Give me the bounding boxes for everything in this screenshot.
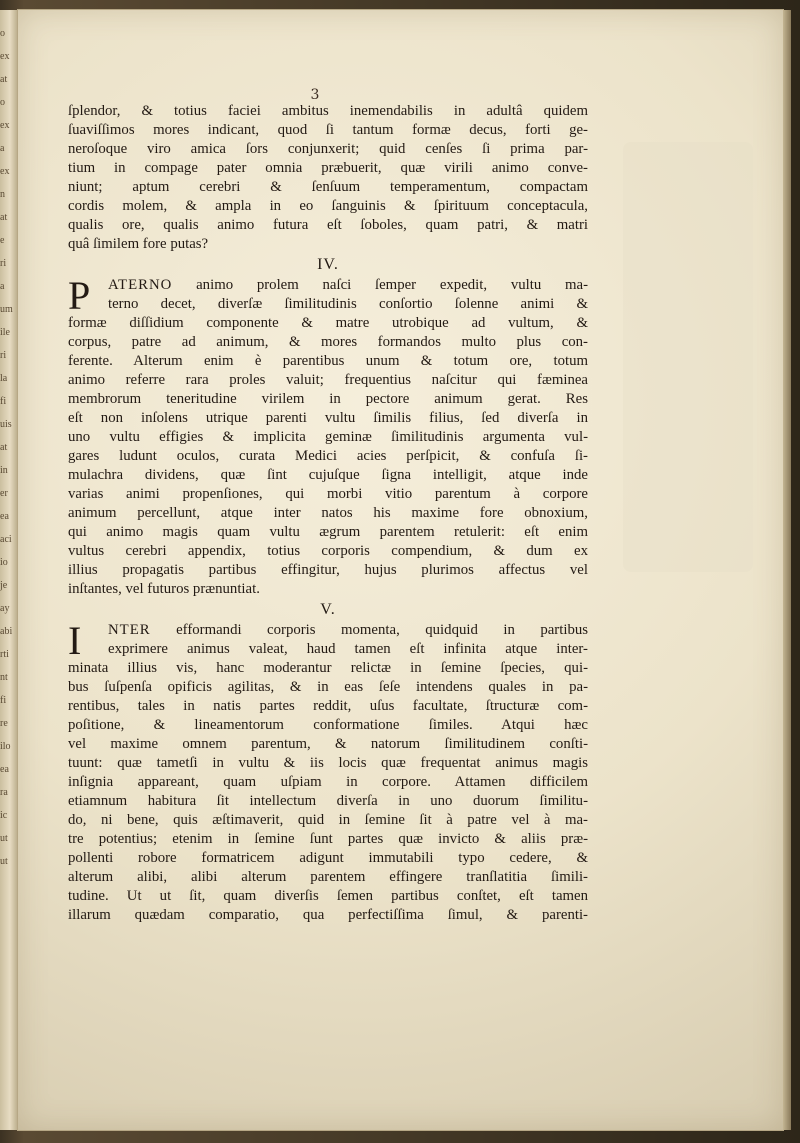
text-line: animum percellunt, atque inter natos his maxime fore obnoxium, (68, 505, 588, 521)
left-page-fragment: abi (0, 626, 13, 637)
left-page-fragment: ilo (0, 741, 11, 752)
text-line: ſuaviſſimos mores indicant, quod ſi tantum formæ decus, forti ge- (68, 122, 588, 138)
left-page-fragment: ra (0, 787, 8, 798)
text-line: inſignia appareant, quam uſpiam in corpore. Attamen difficilem (68, 774, 588, 790)
section-iv-first-line-rest: animo prolem naſci ſemper expedit, vultu ma- (172, 277, 588, 293)
text-line: qui animo magis quam vultu ægrum parentem retulerit: eſt enim (68, 524, 588, 540)
text-line: pollenti robore formatricem adigunt immutabili typo cedere, & (68, 850, 588, 866)
text-line: tre potentius; etenim in ſemine ſunt partes quæ invicto & aliis præ- (68, 831, 588, 847)
text-line: cordis molem, & ampla in eo ſanguinis & ſpirituum conceptacula, (68, 198, 588, 214)
section-iv-first-line (108, 276, 588, 295)
left-page-fragment: la (0, 373, 8, 384)
section-v-heading: V. (320, 601, 336, 618)
left-page-fragment: ic (0, 810, 8, 821)
text-line: exprimere animus valeat, haud tamen eſt infinita atque inter- (108, 641, 588, 657)
text-line: corpus, patre ad animum, & mores formandos multo plus con- (68, 334, 588, 350)
left-page-fragment: je (0, 580, 8, 591)
left-page-fragment: re (0, 718, 8, 729)
left-page-fragment: n (0, 189, 5, 200)
left-page-fragment: ile (0, 327, 10, 338)
show-through-mark (623, 142, 753, 572)
left-page-fragment: ut (0, 833, 8, 844)
left-page-fragment: in (0, 465, 8, 476)
left-page-fragment: o (0, 97, 5, 108)
page-text (68, 102, 588, 925)
text-line: poſitione, & lineamentorum conformatione ſimiles. Atqui hæc (68, 717, 588, 733)
left-page-fragment: at (0, 442, 8, 453)
section-v-first-line-rest: efformandi corporis momenta, quidquid in partibus (150, 622, 588, 638)
left-page-text-fragments (0, 22, 18, 1122)
text-line: gares ludunt oculos, curata Medici acies perſpicit, & confuſa ſi- (68, 448, 588, 464)
left-page-fragment: ri (0, 350, 7, 361)
text-line: do, ni bene, quis æſtimaverit, quid in ſemine ſit à patre vel à ma- (68, 812, 588, 828)
left-page-fragment: ut (0, 856, 8, 867)
left-page-fragment: fi (0, 695, 7, 706)
text-line: tium in compage pater omnia præbuerit, quæ virili animo conve- (68, 160, 588, 176)
text-line: terno decet, diverſæ ſimilitudinis conſortio ſolenne animi & (108, 296, 588, 312)
left-page-fragment: um (0, 304, 13, 315)
text-line: formæ diſſidium componente & matre utrobique ad vultum, & (68, 315, 588, 331)
left-page-fragment: a (0, 143, 5, 154)
text-line: qualis ore, qualis animo futura eſt ſoboles, quam patri, & matri (68, 217, 588, 233)
left-page-fragment: at (0, 212, 8, 223)
text-line: vultus cerebri appendix, totius corporis compendium, & dum ex (68, 543, 588, 559)
section-v-first-line (108, 621, 588, 640)
text-line: illarum quædam comparatio, qua perfectiſſima ſimul, & parenti- (68, 907, 588, 923)
text-line: tudine. Ut ut ſit, quam diverſis ſemen partibus conſtet, eſt tamen (68, 888, 588, 904)
text-line: neroſoque viro amica ſors conjunxerit; quid cenſes ſi prima par- (68, 141, 588, 157)
left-page-fragment: ex (0, 51, 10, 62)
text-line: bus ſuſpenſa opificis agilitas, & in eas ſeſe intendens quales in pa- (68, 679, 588, 695)
text-line: quâ ſimilem fore putas? (68, 236, 209, 252)
page-number: 3 (310, 87, 320, 103)
left-page-fragment: rti (0, 649, 9, 660)
left-page-fragment: e (0, 235, 5, 246)
text-line: rentibus, tales in natis partes reddit, uſus facultate, ſtructuræ com- (68, 698, 588, 714)
left-page-fragment: ay (0, 603, 10, 614)
section-iv-paragraph (68, 273, 588, 599)
text-line: tuunt: quæ tametſi in vultu & iis locis quæ frequentat animus magis (68, 755, 588, 771)
left-page-fragment: er (0, 488, 8, 499)
text-line: ſplendor, & totius faciei ambitus inemendabilis in adultâ quidem (68, 103, 588, 119)
text-line: uno vultu effigies & implicita geminæ ſimilitudinis argumenta vul- (68, 429, 588, 445)
text-line: niunt; aptum cerebri & ſenſuum temperamentum, compactam (68, 179, 588, 195)
left-page-fragment: io (0, 557, 8, 568)
left-page-fragment: uis (0, 419, 12, 430)
left-page-fragment: at (0, 74, 8, 85)
text-line: eſt non inſolens utrique parenti vultu ſimilis filius, ſed diverſa in (68, 410, 588, 426)
left-page-fragment: ex (0, 166, 10, 177)
section-v-paragraph (68, 618, 588, 925)
left-page-fragment: ea (0, 764, 9, 775)
text-line: membrorum teneritudine virilem in pectore animum gerat. Res (68, 391, 588, 407)
left-page-fragment: a (0, 281, 5, 292)
left-page-fragment: ri (0, 258, 7, 269)
section-iv-drop-cap: P (68, 273, 91, 318)
section-v-drop-cap: I (68, 618, 82, 663)
page-right-edge (783, 10, 791, 1130)
text-line: animo referre rara proles valuit; frequentius naſcitur qui fæminea (68, 372, 588, 388)
section-v-lead-word: NTER (108, 622, 151, 638)
left-page-fragment: ex (0, 120, 10, 131)
text-line: minata illius vis, hanc moderantur relictæ in ſemine ſpecies, qui- (68, 660, 588, 676)
text-line: etiamnum habitura ſit intellectum diverſa in uno duorum ſimilitu- (68, 793, 588, 809)
book-page (18, 10, 783, 1130)
left-page-fragment: fi (0, 396, 7, 407)
text-line: illius propagatis partibus effingitur, hujus plurimos affectus vel (68, 562, 588, 578)
left-page-fragment: o (0, 28, 5, 39)
text-line: inſtantes, vel futuros prænuntiat. (68, 581, 260, 597)
section-iv-lead-word: ATERNO (108, 277, 173, 293)
text-line: ferente. Alterum enim è parentibus unum & totum ore, totum (68, 353, 588, 369)
section-iv-heading: IV. (317, 256, 339, 273)
text-line: alterum alibi, alibi alterum parentem effingere tranſlatitia ſimili- (68, 869, 588, 885)
intro-paragraph (68, 102, 588, 254)
text-line: vel maxime omnem parentum, & natorum ſimilitudinem conſti- (68, 736, 588, 752)
text-line: mulachra dividens, quæ ſint cujuſque ſigna intelligit, atque inde (68, 467, 588, 483)
left-page-fragment: nt (0, 672, 8, 683)
left-page-fragment: aci (0, 534, 12, 545)
text-line: varias animi propenſiones, qui morbi vitio parentum à corpore (68, 486, 588, 502)
left-page-fragment: ea (0, 511, 9, 522)
